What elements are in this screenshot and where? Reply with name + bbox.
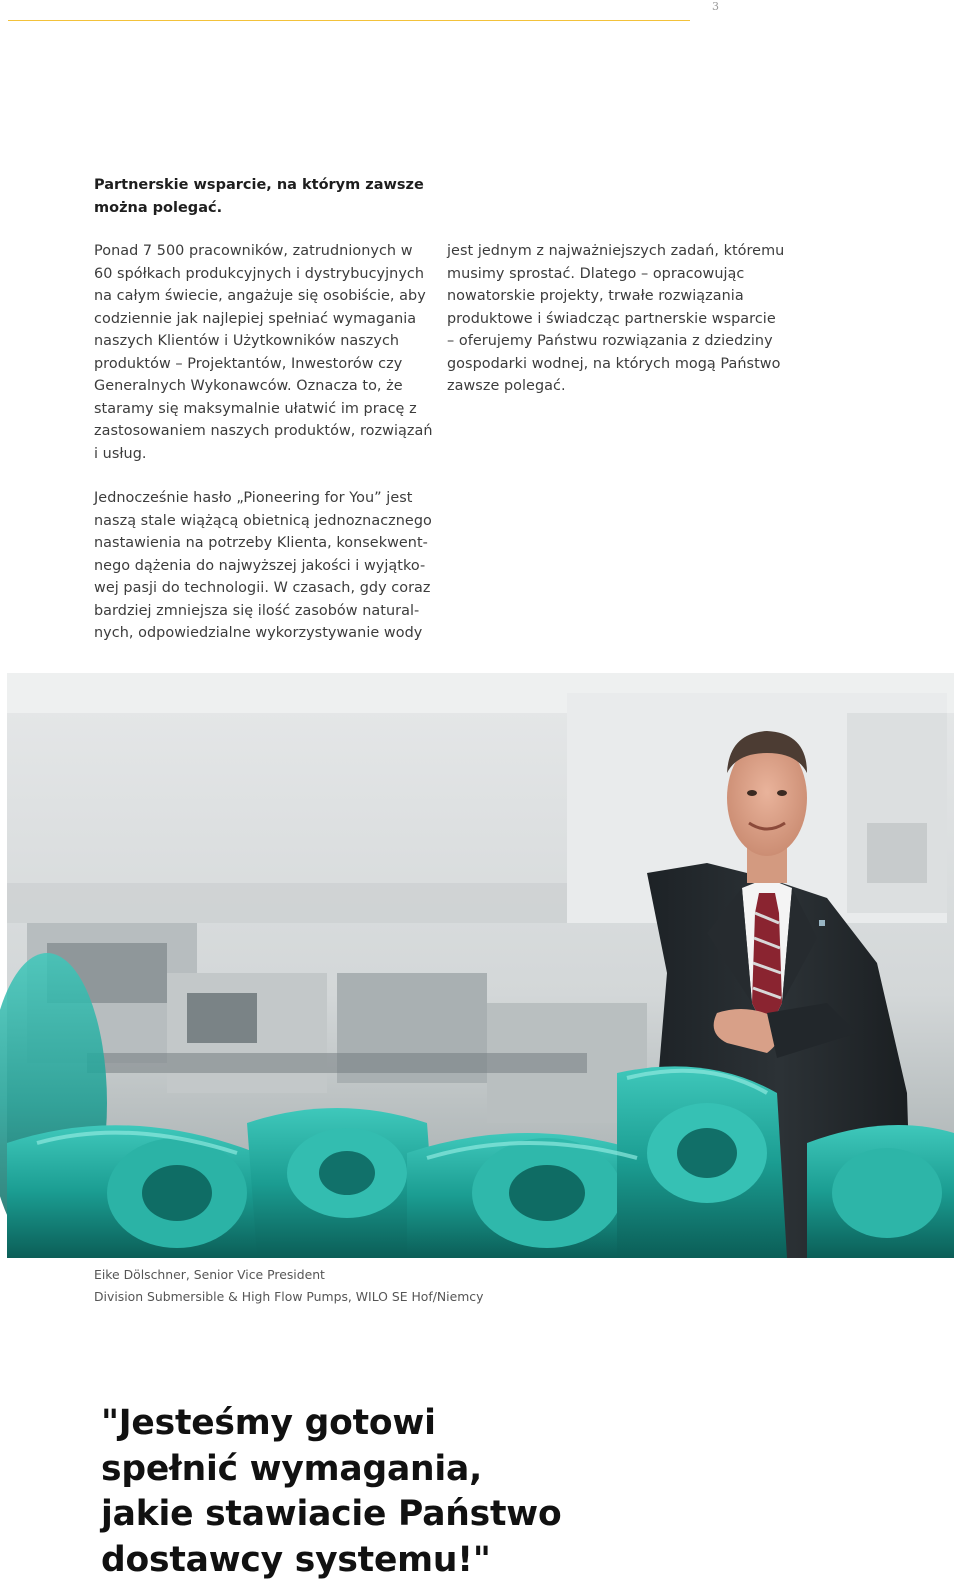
paragraph-line: naszych Klientów i Użytkowników naszych bbox=[94, 330, 434, 353]
quote-line: spełnić wymagania, bbox=[101, 1447, 661, 1493]
paragraph-line: – oferujemy Państwu rozwiązania z dziedziny bbox=[447, 330, 787, 353]
top-rule bbox=[8, 20, 690, 21]
section-headline bbox=[94, 174, 424, 219]
paragraph-1 bbox=[94, 240, 434, 465]
paragraph-line: zawsze polegać. bbox=[447, 375, 787, 398]
photo-caption bbox=[94, 1264, 483, 1308]
paragraph-line: bardziej zmniejsza się ilość zasobów natural- bbox=[94, 600, 434, 623]
paragraph-line: naszą stale wiążącą obietnicą jednoznacznego bbox=[94, 510, 434, 533]
paragraph-line: nego dążenia do najwyższej jakości i wyjątko- bbox=[94, 555, 434, 578]
paragraph-line: Jednocześnie hasło „Pioneering for You” jest bbox=[94, 487, 434, 510]
paragraph-line: gospodarki wodnej, na których mogą Państwo bbox=[447, 353, 787, 376]
caption-line-2: Division Submersible & High Flow Pumps, WILO SE Hof/Niemcy bbox=[94, 1286, 483, 1308]
paragraph-line: wej pasji do technologii. W czasach, gdy coraz bbox=[94, 577, 434, 600]
paragraph-line: produktów – Projektantów, Inwestorów czy bbox=[94, 353, 434, 376]
paragraph-line: i usług. bbox=[94, 443, 434, 466]
paragraph-2 bbox=[94, 487, 434, 645]
paragraph-line: staramy się maksymalnie ułatwić im pracę z bbox=[94, 398, 434, 421]
caption-line-1: Eike Dölschner, Senior Vice President bbox=[94, 1264, 483, 1286]
paragraph-line: nastawienia na potrzeby Klienta, konsekwent- bbox=[94, 532, 434, 555]
executive-photo bbox=[7, 673, 954, 1258]
paragraph-line: 60 spółkach produkcyjnych i dystrybucyjnych bbox=[94, 263, 434, 286]
headline-line-2: można polegać. bbox=[94, 197, 424, 220]
quote-line: dostawcy systemu!" bbox=[101, 1538, 661, 1583]
paragraph-line: zastosowaniem naszych produktów, rozwiązań bbox=[94, 420, 434, 443]
paragraph-line: musimy sprostać. Dlatego – opracowując bbox=[447, 263, 787, 286]
paragraph-line: na całym świecie, angażuje się osobiście, aby bbox=[94, 285, 434, 308]
paragraph-line: Ponad 7 500 pracowników, zatrudnionych w bbox=[94, 240, 434, 263]
paragraph-3 bbox=[447, 240, 787, 398]
paragraph-line: produktowe i świadcząc partnerskie wsparcie bbox=[447, 308, 787, 331]
paragraph-line: codziennie jak najlepiej spełniać wymagania bbox=[94, 308, 434, 331]
quote-line: jakie stawiacie Państwo bbox=[101, 1492, 661, 1538]
paragraph-line: Generalnych Wykonawców. Oznacza to, że bbox=[94, 375, 434, 398]
quote-line: "Jesteśmy gotowi bbox=[101, 1401, 661, 1447]
paragraph-line: nowatorskie projekty, trwałe rozwiązania bbox=[447, 285, 787, 308]
paragraph-line: jest jednym z najważniejszych zadań, któremu bbox=[447, 240, 787, 263]
pull-quote bbox=[101, 1401, 661, 1583]
headline-line-1: Partnerskie wsparcie, na którym zawsze bbox=[94, 174, 424, 197]
page-number: 3 bbox=[712, 0, 719, 13]
photo-illustration bbox=[7, 673, 954, 1258]
paragraph-line: nych, odpowiedzialne wykorzystywanie wody bbox=[94, 622, 434, 645]
